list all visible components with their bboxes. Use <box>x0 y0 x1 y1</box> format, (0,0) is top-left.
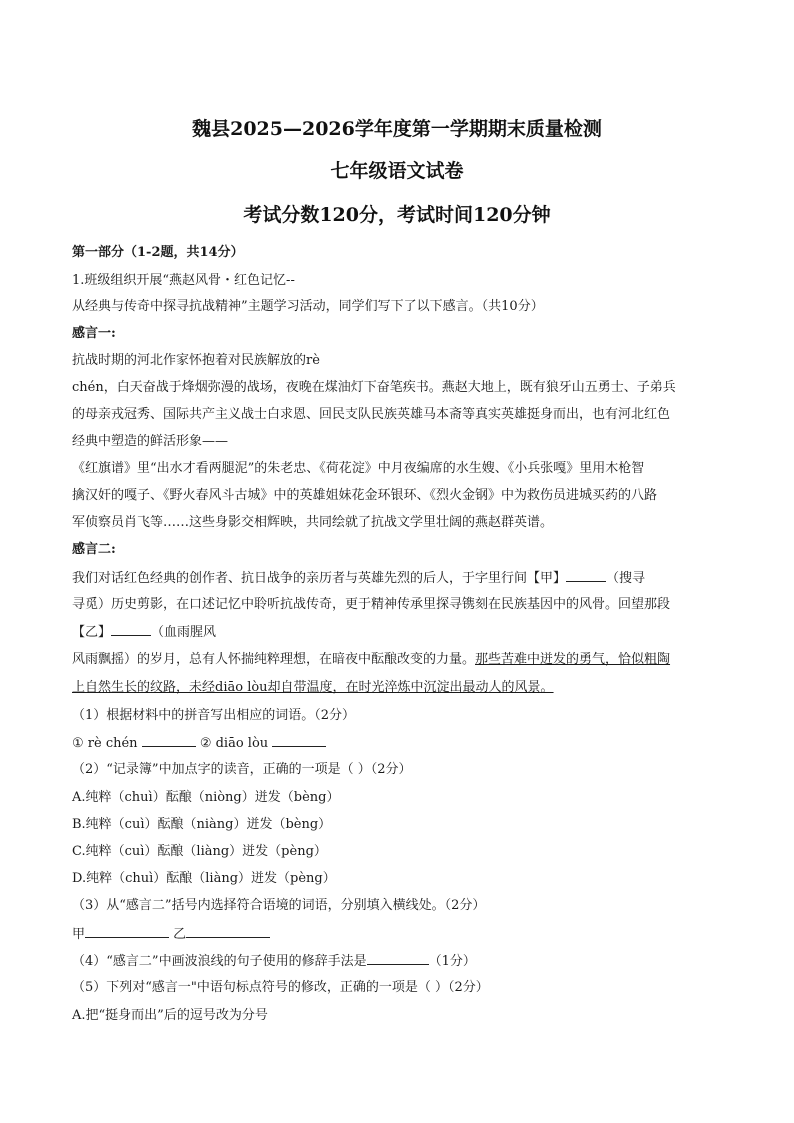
option-c: C.纯粹（cuì）酝酿（liàng）迸发（pèng） <box>72 844 327 859</box>
blank-jia <box>566 569 606 582</box>
option-b: B.纯粹（cuì）酝酿（niàng）迸发（bèng） <box>72 817 332 832</box>
wavy-sentence-part2: 上自然生长的纹路，未经diāo lòu却自带温度，在时光淬炼中沉淀出最动人的风景。 <box>72 680 554 695</box>
q1-3-prompt: （3）从“感言二”括号内选择符合语境的词语，分别填入横线处。（2分） <box>72 898 486 913</box>
answer-blank-jia[interactable] <box>85 925 169 938</box>
gy2-line2: 寻觅）历史剪影，在口述记忆中聆听抗战传奇，更于精神传承里探寻镌刻在民族基因中的风骨。回望那段 <box>72 597 671 612</box>
q1-1-b-label: ② diāo lòu <box>199 736 269 751</box>
answer-blank-rhetoric[interactable] <box>367 952 429 965</box>
exam-subtitle: 七年级语文试卷 <box>330 160 464 182</box>
gy1-line5: 《红旗谱》里“出水才看两腿泥”的朱老忠、《荷花淀》中月夜编席的水生嫂、《小兵张嘎》里用木枪智 <box>72 461 645 476</box>
gy1-line7: 军侦察员肖飞等……这些身影交相辉映，共同绘就了抗战文学里壮阔的燕赵群英谱。 <box>72 515 554 530</box>
gy2-line1-option: （搜寻 <box>606 571 646 586</box>
q1-1-a-label: ① rè chén <box>72 736 138 751</box>
gy2-line1 <box>72 569 645 588</box>
exam-title: 魏县2025—2026学年度第一学期期末质量检测 <box>192 118 602 140</box>
gy2-line4 <box>72 651 670 669</box>
q1-2-prompt: （2）“记录簿”中加点字的读音，正确的一项是（ ）（2分） <box>72 762 412 777</box>
exam-info: 考试分数120分，考试时间120分钟 <box>243 204 551 226</box>
gy1-line3: 的母亲戎冠秀、国际共产主义战士白求恩、回民支队民族英雄马本斋等真实英雄挺身而出，也有河北红色 <box>72 407 671 422</box>
part1-heading: 第一部分（1-2题，共14分） <box>72 245 244 260</box>
answer-blank-diaolou[interactable] <box>272 734 326 747</box>
gy2-line1-text: 我们对话红色经典的创作者、抗日战争的亲历者与英雄先烈的后人，于字里行间【甲】 <box>72 571 567 586</box>
q1-3-yi-label: 乙 <box>173 927 187 942</box>
q1-5-prompt: （5）下列对“感言一"中语句标点符号的修改，正确的一项是（ ）（2分） <box>72 980 489 995</box>
q1-4-score: （1分） <box>428 954 476 969</box>
gy1-label: 感言一: <box>72 326 116 341</box>
gy2-line3-option: （血雨腥风 <box>151 625 217 640</box>
question1-line2: 从经典与传奇中探寻抗战精神”主题学习活动，同学们写下了以下感言。（共10分） <box>72 299 544 314</box>
q1-1-prompt: （1）根据材料中的拼音写出相应的词语。（2分） <box>72 708 356 723</box>
gy1-line4: 经典中塑造的鲜活形象—— <box>72 434 229 449</box>
answer-blank-yi[interactable] <box>186 925 270 938</box>
gy2-line3 <box>72 623 216 642</box>
gy2-line4-text: 风雨飘摇）的岁月，总有人怀揣纯粹理想，在暗夜中酝酿改变的力量。 <box>72 652 476 667</box>
gy1-line1: 抗战时期的河北作家怀抱着对民族解放的rè <box>72 353 320 368</box>
q1-3-answers <box>72 925 270 944</box>
q1-5-option-a: A.把“挺身而出”后的逗号改为分号 <box>72 1008 268 1023</box>
answer-blank-rechen[interactable] <box>142 734 196 747</box>
wavy-sentence-part1: 那些苦难中迸发的勇气，恰似粗陶 <box>475 652 671 667</box>
q1-4-text: （4）“感言二”中画波浪线的句子使用的修辞手法是 <box>72 954 367 969</box>
option-a: A.纯粹（chuì）酝酿（niòng）迸发（bèng） <box>72 790 340 805</box>
gy2-label: 感言二: <box>72 542 116 557</box>
q1-4-prompt <box>72 952 476 971</box>
option-d: D.纯粹（chuì）酝酿（liàng）迸发（pèng） <box>72 871 336 886</box>
gy1-line6: 擒汉奸的嘎子、《野火春风斗古城》中的英雄姐妹花金环银环、《烈火金钢》中为救伤员进城买药的八路 <box>72 488 658 503</box>
question1-line1: 1.班级组织开展“燕赵风骨・红色记忆-- <box>72 273 295 288</box>
blank-yi <box>111 623 151 636</box>
gy1-line2: chén，白天奋战于烽烟弥漫的战场，夜晚在煤油灯下奋笔疾书。燕赵大地上，既有狼牙山五勇士、子弟兵 <box>72 380 676 395</box>
q1-3-jia-label: 甲 <box>72 927 86 942</box>
gy2-line3-label: 【乙】 <box>72 625 112 640</box>
q1-1-answers <box>72 734 326 753</box>
